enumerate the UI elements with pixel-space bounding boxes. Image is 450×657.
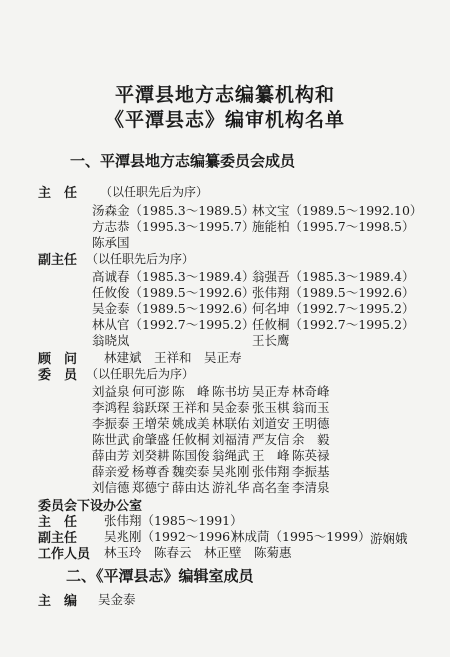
vice-chair-entry: 任攸桐（1992.7～1995.2）: [252, 317, 415, 332]
chair-entry: 汤森金（1985.3～1989.5）: [92, 203, 255, 218]
vice-chair-entry: 张伟翔（1989.5～1992.6）: [252, 285, 415, 300]
vice-chair-entry: 翁晓岚: [92, 333, 130, 348]
chair-entry: 方志恭（1995.3～1995.7）: [92, 219, 255, 234]
vice-chair-entry: 林从官（1992.7～1995.2）: [92, 317, 255, 332]
title-line-2: 《平潭县志》编审机构名单: [104, 109, 345, 131]
member-name: 任攸桐: [172, 432, 210, 447]
member-name: 刘癸耕: [132, 448, 170, 463]
member-name: 俞肇盛: [132, 432, 170, 447]
office-deputy: 吴兆刚（1992～1996）: [104, 529, 243, 544]
member-name: 陈英禄: [292, 448, 330, 463]
member-name: 吴正寿: [252, 384, 290, 399]
member-name: 郑德宁: [132, 480, 170, 495]
chief-editor: 吴金泰: [98, 592, 136, 607]
member-name: 刘信德: [92, 480, 130, 495]
member-name: 刘福清: [212, 432, 250, 447]
members-label: 委 员: [38, 368, 78, 383]
office-deputy-label: 副主任: [38, 531, 78, 546]
vice-chair-entry: 翁强吾（1985.3～1989.4）: [252, 269, 415, 284]
office-deputy: 游娴娥: [370, 531, 408, 546]
chair-entry: 施能柏（1995.7～1998.5）: [252, 219, 415, 234]
member-name: 严友信: [252, 432, 290, 447]
office-staff: 林玉玲 陈春云 林正壁 陈菊惠: [104, 545, 292, 560]
vice-chair-label: 副主任: [38, 253, 78, 268]
section-1-heading: 一、平潭县地方志编纂委员会成员: [70, 152, 296, 170]
office-heading: 委员会下设办公室: [38, 499, 143, 514]
member-name: 陈世武: [92, 432, 130, 447]
vice-chair-order-note: （以任职先后为序）: [86, 252, 195, 266]
chair-order-note: （以任职先后为序）: [100, 185, 209, 199]
advisor-label: 顾 问: [38, 352, 78, 367]
member-name: 张伟翔: [252, 464, 290, 479]
chair-label: 主 任: [38, 186, 78, 201]
members-order-note: （以任职先后为序）: [86, 367, 195, 381]
chief-editor-label: 主 编: [38, 594, 78, 609]
member-name: 陈 峰: [172, 384, 210, 399]
member-name: 何可澎: [132, 384, 170, 399]
office-director: 张伟翔（1985～1991）: [104, 513, 243, 528]
member-name: 吴金泰: [212, 400, 250, 415]
member-name: 薛由达: [172, 480, 210, 495]
member-name: 李清泉: [292, 480, 330, 495]
office-staff-label: 工作人员: [38, 547, 91, 562]
chair-entry: 林文宝（1989.5～1992.10）: [252, 203, 423, 218]
member-name: 陈书坊: [212, 384, 250, 399]
office-deputy: 林成茼（1995～1999）: [232, 529, 371, 544]
chair-entry: 陈承国: [92, 235, 130, 250]
title-line-1: 平潭县地方志编纂机构和: [114, 84, 335, 106]
member-name: 刘益泉: [92, 384, 130, 399]
vice-chair-entry: 高诚春（1985.3～1989.4）: [92, 269, 255, 284]
member-name: 王增荣: [132, 416, 170, 431]
member-name: 李鸿程: [92, 400, 130, 415]
member-name: 陈国俊: [172, 448, 210, 463]
member-name: 林奇峰: [292, 384, 330, 399]
member-name: 游礼华: [212, 480, 250, 495]
vice-chair-entry: 何名坤（1992.7～1995.2）: [252, 301, 415, 316]
member-name: 魏奕泰: [172, 464, 210, 479]
member-name: 吴兆刚: [212, 464, 250, 479]
vice-chair-entry: 任攸俊（1989.5～1992.6）: [92, 285, 255, 300]
member-name: 林联佑: [212, 416, 250, 431]
member-name: 张玉棋: [252, 400, 290, 415]
advisor-names: 林建斌 王祥和 吴正寿: [104, 350, 242, 365]
member-name: 翁而玉: [292, 400, 330, 415]
office-director-label: 主 任: [38, 515, 78, 530]
members-row: [92, 478, 332, 496]
member-name: 王祥和: [172, 400, 210, 415]
member-name: 李振泰: [92, 416, 130, 431]
member-name: 姚成美: [172, 416, 210, 431]
section-2-heading: 二、《平潭县志》编辑室成员: [66, 567, 254, 585]
member-name: 翁绳武: [212, 448, 250, 463]
member-name: 翁跃琛: [132, 400, 170, 415]
member-name: 杨尊香: [132, 464, 170, 479]
member-name: 王明德: [292, 416, 330, 431]
vice-chair-entry: 王长鹰: [252, 333, 290, 348]
member-name: 李振基: [292, 464, 330, 479]
member-name: 高名奎: [252, 480, 290, 495]
vice-chair-entry: 吴金泰（1989.5～1992.6）: [92, 301, 255, 316]
member-name: 刘道安: [252, 416, 290, 431]
member-name: 王 峰: [252, 448, 290, 463]
member-name: 薛由芳: [92, 448, 130, 463]
member-name: 余 毅: [292, 432, 330, 447]
member-name: 薛亲爱: [92, 464, 130, 479]
